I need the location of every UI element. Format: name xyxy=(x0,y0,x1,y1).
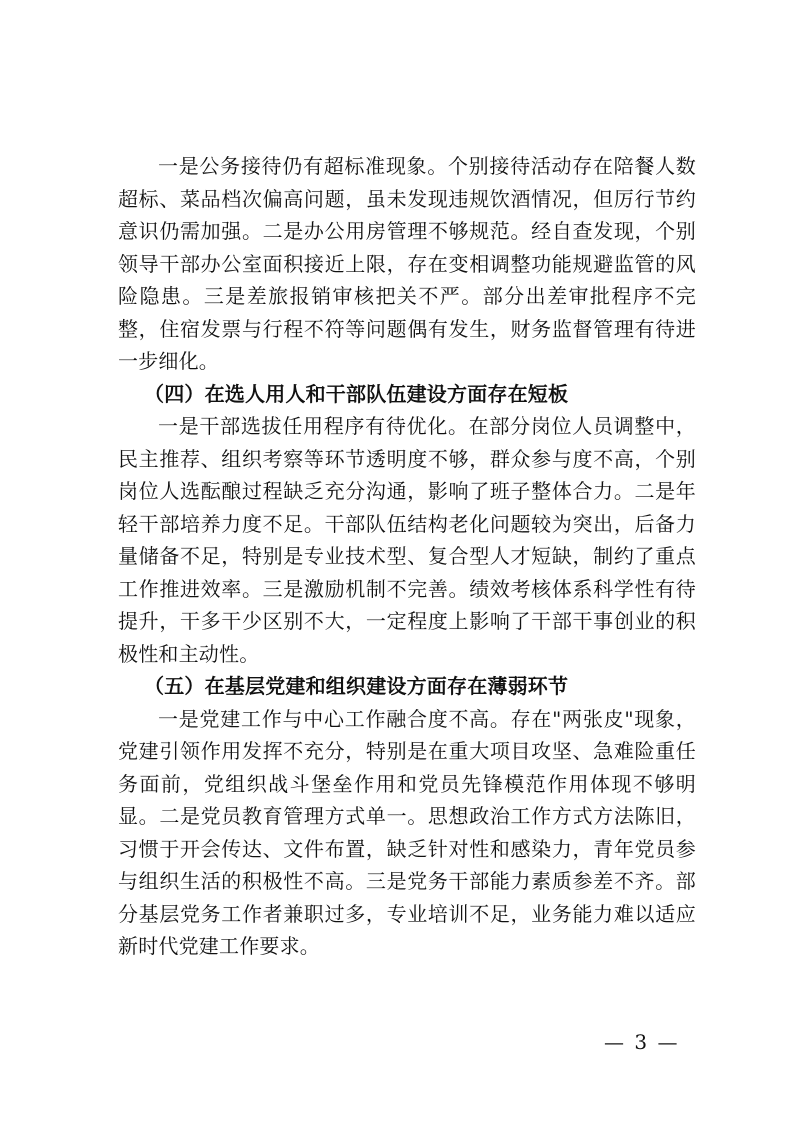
paragraph-party-integration: 一是党建工作与中心工作融合度不高。存在"两张皮"现象，党建引领作用发挥不充分，特别是在重大项目攻坚、急难险重任务面前，党组织战斗堡垒作用和党员先锋模范作用体现不够明显。二是党员教育管理方式单一。思想政治工作方式方法陈旧，习惯于开会传达、文件布置，缺乏针对性和感染力，青年党员参与组织生活的积极性不高。三是党务干部能力素质参差不齐。部分基层党务工作者兼职过多，专业培训不足，业务能力难以适应新时代党建工作要求。 xyxy=(118,706,696,958)
section-heading-party-building: （五）在基层党建和组织建设方面存在薄弱环节 xyxy=(144,674,569,698)
page-number: — 3 — xyxy=(604,1030,680,1054)
section-heading-personnel: （四）在选人用人和干部队伍建设方面存在短板 xyxy=(144,381,569,406)
paragraph-public-reception: 一是公务接待仍有超标准现象。个别接待活动存在陪餐人数超标、菜品档次偏高问题，虽未发现违规饮酒情况，但厉行节约意识仍需加强。二是办公用房管理不够规范。经自查发现，个别领导干部办公室面积接近上限，存在变相调整功能规避监管的风险隐患。三是差旅报销审核把关不严。部分出差审批程序不完整，住宿发票与行程不符等问题偶有发生，财务监督管理有待进一步细化。 xyxy=(118,154,696,373)
document-body xyxy=(118,150,696,963)
paragraph-cadre-selection: 一是干部选拔任用程序有待优化。在部分岗位人员调整中，民主推荐、组织考察等环节透明度不够，群众参与度不高，个别岗位人选酝酿过程缺乏充分沟通，影响了班子整体合力。二是年轻干部培养力度不足。干部队伍结构老化问题较为突出，后备力量储备不足，特别是专业技术型、复合型人才短缺，制约了重点工作推进效率。三是激励机制不完善。绩效考核体系科学性有待提升，干多干少区别不大，一定程度上影响了干部干事创业的积极性和主动性。 xyxy=(118,414,696,666)
